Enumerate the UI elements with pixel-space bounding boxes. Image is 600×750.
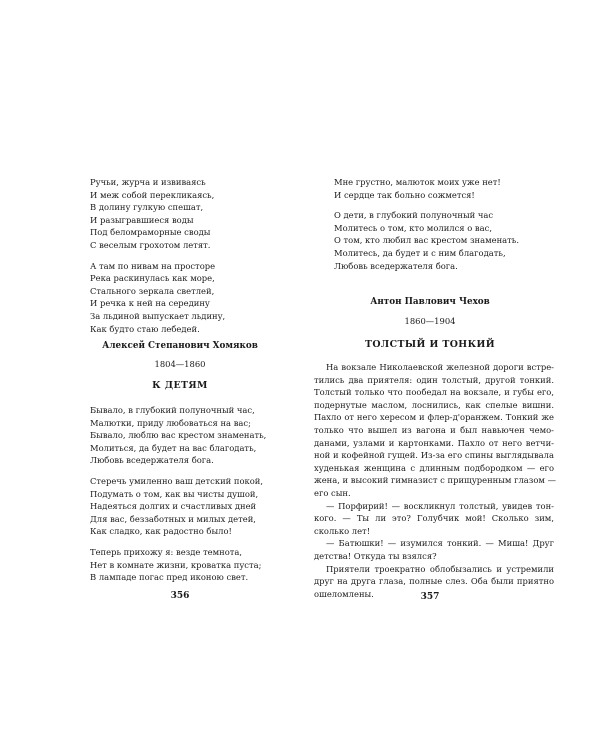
prose-line: — Батюшки! — изумился тонкий. — Миша! Друг [326,538,554,549]
stanza [334,176,519,201]
prose-line: сколько лет! [314,525,371,536]
prose-line: его сын. [314,487,351,498]
prose-line: только что вышел из вагона и был навьючен чемо- [314,424,554,435]
verse-line: Стеречь умиленно ваш детский покой, [90,475,264,486]
prose-line: — Порфирий! — воскликнул толстый, увидев тон- [326,500,554,511]
page-number: 357 [420,592,440,602]
page-number: 356 [170,591,190,601]
prose-line: Пахло от него хересом и флер-д'оранжем. Тонкий же [314,412,554,423]
author-dates: 1804—1860 [154,359,206,369]
story-title: ТОЛСТЫЙ И ТОНКИЙ [364,339,496,350]
poem-top [90,176,225,343]
verse-line: Мне грустно, малюток моих уже нет! [334,177,501,187]
poem-continuation [334,176,519,280]
stanza [90,176,225,252]
verse-line: Малютки, приду любоваться на вас; [90,417,251,428]
verse-line: Молиться, да будет на вас благодать, [90,442,257,453]
verse-line: Ручьи, журча и извиваясь [90,177,206,187]
verse-line: Надеяться долгих и счастливых дней [90,501,257,512]
author-dates: 1860—1904 [404,316,456,326]
verse-line: С веселым грохотом летят. [90,239,211,250]
prose-line: данами, узлами и картонками. Пахло от него ветчи- [314,437,554,448]
verse-line: Под беломраморные своды [90,227,211,238]
verse-line: А там по нивам на просторе [90,260,216,271]
prose-line: На вокзале Николаевской железной дороги встре- [326,362,554,372]
verse-line: В долину гулкую спешат, [90,202,204,213]
verse-line: Стального зеркала светлей, [90,285,215,296]
verse-line: И разыгравшиеся воды [90,214,194,225]
right-page [300,0,600,750]
author-name: Алексей Степанович Хомяков [102,341,258,351]
verse-line: Как сладко, как радостно было! [90,526,232,537]
verse-line: Нет в комнате жизни, кроватка пуста; [90,559,262,570]
poem-title: К ДЕТЯМ [152,380,208,391]
verse-line: Молитесь, да будет и с ним благодать, [334,247,506,258]
prose-line: подернутые маслом, лоснились, как спелые вишни. [314,399,554,410]
stanza [90,404,266,467]
prose-line: ошеломлены. [314,588,374,599]
stanza [90,546,266,584]
verse-line: О том, кто любил вас крестом знаменать. [334,235,520,246]
verse-line: За льдиной выпускает льдину, [90,310,226,321]
verse-line: В лампаде погас пред иконою свет. [90,572,249,583]
verse-line: Любовь вседержателя бога. [334,260,458,271]
verse-line: Река раскинулась как море, [90,273,215,284]
stanza [90,260,225,336]
prose-line: жена, и высокий гимназист с прищуренным глазом — [314,475,556,486]
verse-line: Молитесь о том, кто молился о вас, [334,222,492,233]
verse-line: Для вас, беззаботных и милых детей, [90,513,256,524]
verse-line: О дети, в глубокий полуночный час [334,210,494,221]
verse-line: Любовь вседержателя бога. [90,455,214,466]
verse-line: Бывало, люблю вас крестом знаменать, [90,430,267,441]
verse-line: Теперь прихожу я: везде темнота, [90,546,243,557]
verse-line: Подумать о том, как вы чисты душой, [90,488,259,499]
prose-line: друг на друга глаза, полные слез. Оба были приятно [314,576,554,587]
verse-line: И речка к ней на середину [90,298,210,309]
prose-line: кого. — Ты ли это? Голубчик мой! Сколько зим, [314,513,554,524]
poem-body [90,404,266,592]
prose-line: детства! Откуда ты взялся? [314,550,437,561]
prose-line: Толстый только что пообедал на вокзале, и губы его, [314,387,554,398]
verse-line: И сердце так больно сожмется! [334,189,475,200]
prose-line: Приятели троекратно облобызались и устремили [326,563,554,574]
prose-line: худенькая женщина с длинным подбородком — его [314,462,554,473]
verse-line: Как будто стаю лебедей. [90,323,200,334]
stanza [334,209,519,272]
verse-line: Бывало, в глубокий полуночный час, [90,405,255,415]
author-name: Антон Павлович Чехов [370,297,490,307]
prose-line: тились два приятеля: один толстый, другой тонкий. [314,374,554,385]
verse-line: И меж собой перекликаясь, [90,189,215,200]
story-body [314,361,554,600]
prose-line: ной и кофейной гущей. Из-за его спины выглядывала [314,450,554,461]
stanza [90,475,266,538]
